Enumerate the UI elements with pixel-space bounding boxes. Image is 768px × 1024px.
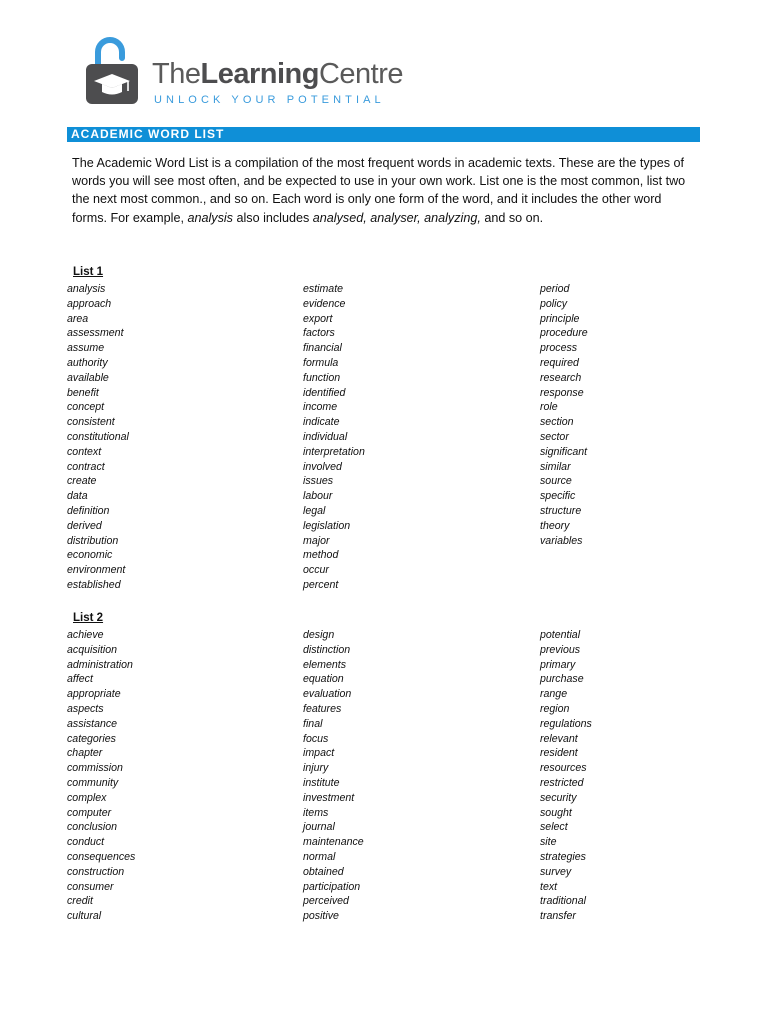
word-item: perceived	[303, 895, 349, 908]
word-item: function	[303, 371, 341, 384]
word-item: policy	[540, 297, 568, 310]
word-item: focus	[303, 732, 329, 745]
word-item: income	[303, 401, 338, 414]
word-item: acquisition	[67, 643, 118, 656]
word-item: resident	[540, 747, 578, 760]
word-item: commission	[67, 762, 123, 775]
word-item: specific	[540, 490, 576, 503]
word-item: cultural	[67, 910, 102, 923]
word-item: distribution	[67, 534, 119, 547]
word-item: available	[67, 371, 109, 384]
word-item: construction	[67, 865, 125, 878]
word-item: equation	[303, 673, 344, 686]
word-item: constitutional	[67, 430, 129, 443]
word-item: economic	[67, 549, 113, 562]
word-item: purchase	[540, 673, 584, 686]
word-item: contract	[67, 460, 105, 473]
list-2-column-1	[67, 628, 287, 924]
brand-tagline: UNLOCK YOUR POTENTIAL	[154, 94, 385, 106]
word-item: area	[67, 312, 89, 325]
word-item: issues	[303, 475, 334, 488]
word-item: theory	[540, 519, 570, 532]
list-1-column-3	[540, 282, 760, 548]
word-item: previous	[540, 643, 581, 656]
word-item: select	[540, 821, 568, 834]
word-item: aspects	[67, 702, 104, 715]
word-item: significant	[540, 445, 588, 458]
word-item: assessment	[67, 327, 124, 340]
word-item: achieve	[67, 629, 104, 641]
word-item: approach	[67, 297, 112, 310]
word-item: derived	[67, 519, 102, 532]
word-item: primary	[540, 658, 576, 671]
word-item: financial	[303, 342, 342, 355]
word-item: assume	[67, 342, 105, 355]
word-item: percent	[303, 578, 339, 591]
word-item: labour	[303, 490, 333, 503]
word-item: maintenance	[303, 836, 364, 849]
word-item: relevant	[540, 732, 578, 745]
padlock-graduation-cap-icon	[84, 36, 140, 106]
word-item: distinction	[303, 643, 351, 656]
word-item: conduct	[67, 836, 105, 849]
word-item: survey	[540, 865, 572, 878]
word-item: process	[540, 342, 578, 355]
word-item: participation	[303, 880, 361, 893]
list-1-column-2	[303, 282, 523, 593]
word-item: journal	[303, 821, 335, 834]
word-item: regulations	[540, 717, 592, 730]
word-item: environment	[67, 564, 126, 577]
word-item: transfer	[540, 910, 576, 923]
word-item: restricted	[540, 776, 584, 789]
word-item: role	[540, 401, 558, 414]
word-item: design	[303, 629, 335, 641]
word-item: complex	[67, 791, 107, 804]
word-item: elements	[303, 658, 346, 671]
word-item: benefit	[67, 386, 99, 399]
word-item: region	[540, 702, 570, 715]
word-item: involved	[303, 460, 342, 473]
word-item: export	[303, 312, 333, 325]
word-item: analysis	[67, 283, 106, 295]
word-item: investment	[303, 791, 355, 804]
intro-paragraph: The Academic Word List is a compilation of the most frequent words in academic texts. These are the types of words you will see most often, and be expected to use in your own work. List one is the most common, list two the next most common., and so on. Each word is only one form of the word, and it includes the other word forms. For example, analysis also includes analysed, analyser, analyzing, and so on.	[72, 156, 686, 225]
word-item: range	[540, 688, 568, 701]
word-item: computer	[67, 806, 112, 819]
word-item: legislation	[303, 519, 351, 532]
word-item: traditional	[540, 895, 586, 908]
word-item: items	[303, 806, 329, 819]
section-heading-bar: ACADEMIC WORD LIST	[67, 127, 700, 142]
word-item: evidence	[303, 297, 346, 310]
word-item: response	[540, 386, 584, 399]
word-item: consequences	[67, 850, 136, 863]
list-2-column-3	[540, 628, 760, 924]
list-2-title: List 2	[73, 612, 104, 624]
word-item: consistent	[67, 416, 115, 429]
word-item: strategies	[540, 850, 586, 863]
word-item: resources	[540, 762, 587, 775]
word-item: context	[67, 445, 102, 458]
word-item: administration	[67, 658, 133, 671]
word-item: create	[67, 475, 97, 488]
word-item: indicate	[303, 416, 340, 429]
word-item: features	[303, 702, 342, 715]
word-item: sought	[540, 806, 572, 819]
word-item: evaluation	[303, 688, 352, 701]
word-item: legal	[303, 504, 326, 517]
word-item: appropriate	[67, 688, 121, 701]
word-item: concept	[67, 401, 105, 414]
word-item: assistance	[67, 717, 118, 730]
word-item: authority	[67, 356, 108, 369]
word-item: institute	[303, 776, 340, 789]
word-item: similar	[540, 460, 571, 473]
word-item: principle	[540, 312, 580, 325]
word-item: individual	[303, 430, 348, 443]
word-item: research	[540, 371, 582, 384]
word-item: obtained	[303, 865, 344, 878]
word-item: interpretation	[303, 445, 365, 458]
word-item: chapter	[67, 747, 103, 760]
word-item: positive	[303, 910, 339, 923]
word-item: conclusion	[67, 821, 118, 834]
word-item: formula	[303, 356, 339, 369]
word-item: identified	[303, 386, 346, 399]
word-item: section	[540, 416, 574, 429]
word-item: security	[540, 791, 577, 804]
word-item: potential	[540, 629, 581, 641]
word-item: data	[67, 490, 88, 503]
word-item: sector	[540, 430, 569, 443]
word-item: structure	[540, 504, 582, 517]
word-item: impact	[303, 747, 335, 760]
list-1-column-1	[67, 282, 287, 593]
list-1-title: List 1	[73, 266, 104, 278]
word-item: estimate	[303, 283, 344, 295]
word-item: final	[303, 717, 323, 730]
word-item: variables	[540, 534, 583, 547]
word-item: occur	[303, 564, 329, 577]
word-item: credit	[67, 895, 93, 908]
learning-centre-logo	[84, 36, 404, 108]
word-item: community	[67, 776, 119, 789]
word-item: established	[67, 578, 121, 591]
word-item: procedure	[540, 327, 588, 340]
word-item: affect	[67, 673, 93, 686]
word-item: definition	[67, 504, 110, 517]
brand-name: TheLearningCentre	[152, 58, 403, 90]
word-item: factors	[303, 327, 335, 340]
word-item: normal	[303, 850, 336, 863]
word-item: injury	[303, 762, 329, 775]
list-2-column-2	[303, 628, 523, 924]
word-item: categories	[67, 732, 116, 745]
word-item: text	[540, 880, 558, 893]
word-item: site	[540, 836, 557, 849]
word-item: method	[303, 549, 339, 562]
word-item: major	[303, 534, 330, 547]
word-item: period	[540, 283, 570, 295]
word-item: source	[540, 475, 572, 488]
word-item: consumer	[67, 880, 114, 893]
word-item: required	[540, 356, 579, 369]
